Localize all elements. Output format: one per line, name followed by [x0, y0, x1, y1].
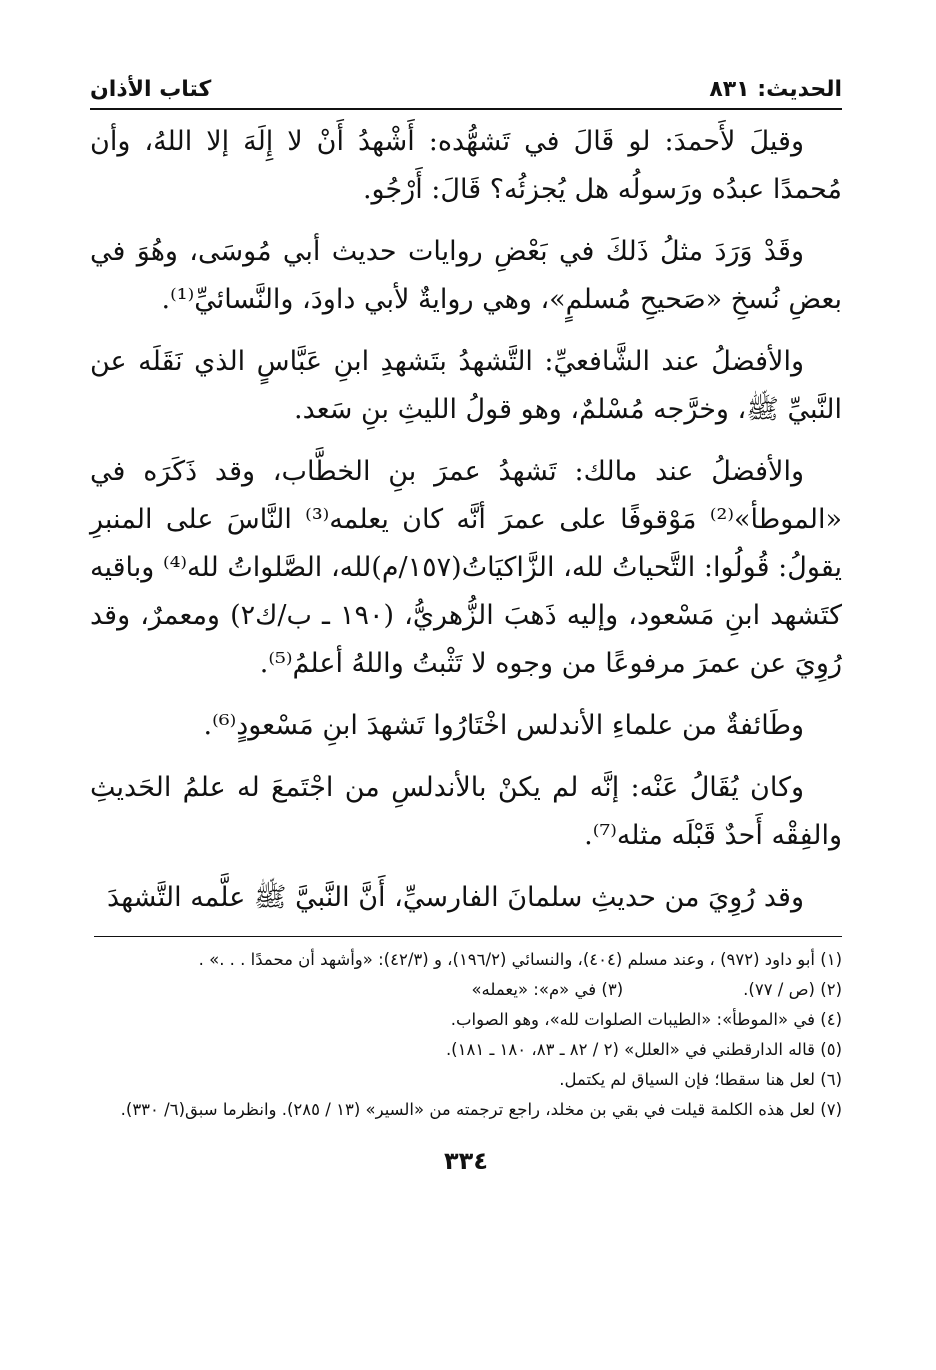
paragraph: والأفضلُ عند الشَّافعيِّ: التَّشهدُ بتَشهدِ ابنِ عَبَّاسٍ الذي نَقَلَه عن النَّبيِّ ﷺ، وخرَّجه مُسْلمٌ، وهو قولُ الليثِ بنِ سَعد.: [90, 346, 842, 425]
header-rule: [90, 108, 842, 110]
footnote-separator: [94, 936, 842, 937]
footnote-7: (٧) لعل هذه الكلمة قيلت في بقي بن مخلد، راجع ترجمته من «السير» (١٣ / ٢٨٥). وانظرما سبق(٦/ ٣٣٠).: [120, 1100, 842, 1119]
paragraph: والأفضلُ عند مالك: تَشهدُ عمرَ بنِ الخطَّاب، وقد ذَكَرَه في «الموطأ»⁽²⁾ مَوْقوفًا على عمرَ أنَّه كان يعلمه⁽³⁾ النَّاسَ على المنبرِ يقولُ: قُولُوا: التَّحياتُ لله، الزَّاكيَاتُ(١٥٧/م)لله، الصَّلواتُ لله⁽⁴⁾ وباقيه كتَشهد ابنِ مَسْعود، وإليه ذَهبَ الزُّهريُّ، (١٩٠ ـ ب/ك٢) ومعمرٌ، وقد رُوِيَ عن عمرَ مرفوعًا من وجوه لا تَثْبتُ واللهُ أعلمُ⁽⁵⁾.: [90, 456, 842, 679]
book-page: [90, 68, 842, 1175]
footnote-1: (١) أبو داود (٩٧٢) ، وعند مسلم (٤٠٤)، والنسائي (١٩٦/٢)، و (٤٢/٣): «وأشهد أن محمدًا . . .» .: [198, 950, 842, 969]
footnote-4: (٤) في «الموطأ»: «الطيبات الصلوات لله»، وهو الصواب.: [450, 1010, 842, 1029]
page-number: ٣٣٤: [444, 1147, 488, 1175]
hadith-number: الحديث: ٨٣١: [709, 77, 842, 102]
paragraph: وكان يُقَالُ عَنْه: إنَّه لم يكنْ بالأندلسِ من اجْتَمعَ له علمُ الحَديثِ والفِقْه أَحدٌ قَبْلَه مثله⁽⁷⁾.: [90, 772, 842, 851]
paragraph: وقَدْ وَرَدَ مثلُ ذَلكَ في بَعْضِ روايات حديث أبي مُوسَى، وهُوَ في بعضِ نُسخِ «صَحيحِ مُسلمٍ»، وهي روايةٌ لأبي داودَ، والنَّسائيِّ⁽¹⁾.: [90, 236, 842, 315]
footnote-3: (٣) في «م»: «يعمله»: [471, 980, 624, 999]
paragraph: وطَائفةٌ من علماءِ الأندلس اخْتَارُوا تَشهدَ ابنِ مَسْعودٍ⁽⁶⁾.: [203, 710, 804, 741]
footnote-6: (٦) لعل هنا سقطا؛ فإن السياق لم يكتمل.: [559, 1070, 842, 1089]
footnotes: [90, 945, 842, 1125]
book-chapter-title: كتاب الأذان: [90, 77, 212, 102]
running-header: [90, 68, 842, 102]
paragraph: وقد رُوِيَ من حديثِ سلمانَ الفارسيِّ، أَنَّ النَّبيَّ ﷺ علَّمه التَّشهدَ: [107, 882, 804, 913]
footnote-2: (٢) (ص / ٧٧).: [743, 980, 842, 999]
main-text: [90, 118, 842, 922]
footnote-5: (٥) قاله الدارقطني في «العلل» (٢ / ٨٢ ـ ٨٣، ١٨٠ ـ ١٨١).: [445, 1040, 842, 1059]
footnote-row: [90, 975, 842, 1005]
paragraph: وقيلَ لأَحمدَ: لو قَالَ في تَشهُّده: أَشْهدُ أَنْ لا إِلَهَ إلا اللهُ، وأن مُحمدًا عبدُه ورَسولُه هل يُجزئُه؟ قَالَ: أَرْجُو.: [90, 126, 842, 205]
